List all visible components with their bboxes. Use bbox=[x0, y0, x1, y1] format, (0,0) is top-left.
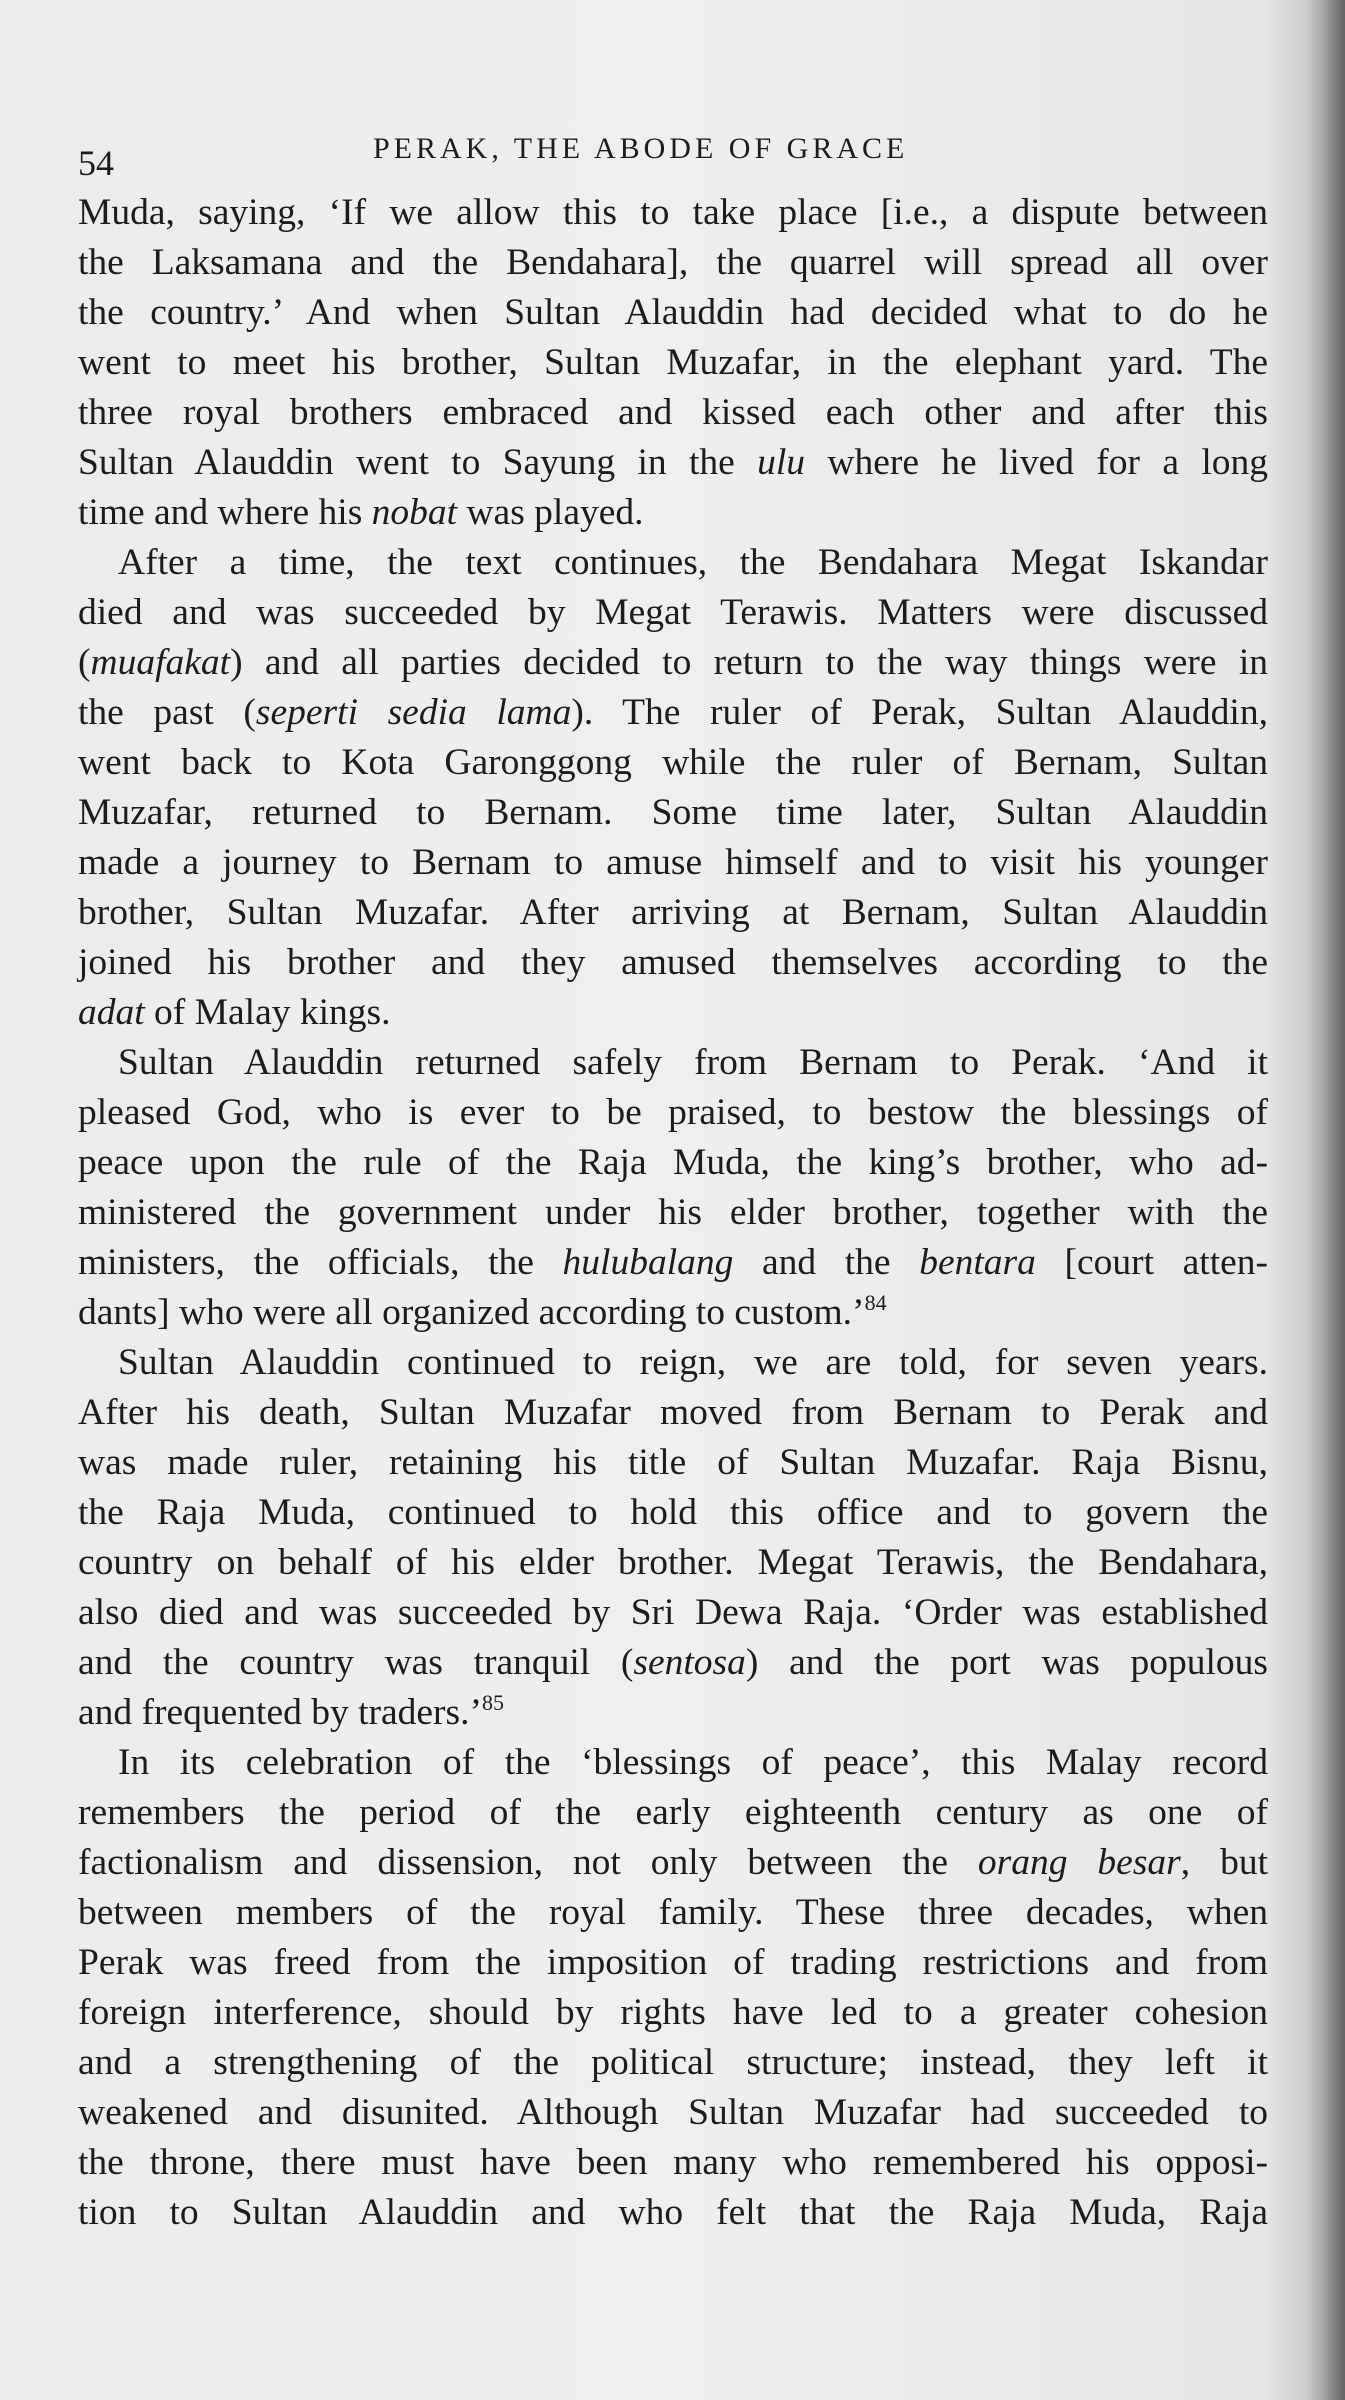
text-line: three royal brothers embraced and kissed each other and after this bbox=[78, 392, 1268, 433]
text-line: factionalism and dissension, not only between the orang besar, but bbox=[78, 1842, 1268, 1883]
text-line: ministered the government under his elder brother, together with the bbox=[78, 1192, 1268, 1233]
text-line: went to meet his brother, Sultan Muzafar, in the elephant yard. The bbox=[78, 342, 1268, 383]
italic-term: hulubalang bbox=[562, 1242, 734, 1283]
italic-term: nobat bbox=[371, 492, 458, 533]
text-line: After his death, Sultan Muzafar moved from Bernam to Perak and bbox=[78, 1392, 1268, 1433]
text-line: brother, Sultan Muzafar. After arriving at Bernam, Sultan Alauddin bbox=[78, 892, 1268, 933]
paragraph bbox=[78, 538, 1268, 1038]
paragraph bbox=[78, 1038, 1268, 1338]
text-line: In its celebration of the ‘blessings of peace’, this Malay record bbox=[118, 1742, 1268, 1783]
text-line: Sultan Alauddin returned safely from Bernam to Perak. ‘And it bbox=[118, 1042, 1268, 1083]
text-line: Muzafar, returned to Bernam. Some time later, Sultan Alauddin bbox=[78, 792, 1268, 833]
text-line: the throne, there must have been many who remembered his opposi- bbox=[78, 2142, 1268, 2183]
text-line: (muafakat) and all parties decided to return to the way things were in bbox=[78, 642, 1268, 683]
text-line: died and was succeeded by Megat Terawis. Matters were discussed bbox=[78, 592, 1268, 633]
text-line: pleased God, who is ever to be praised, to bestow the blessings of bbox=[78, 1092, 1268, 1133]
page-number: 54 bbox=[78, 143, 114, 183]
text-line: foreign interference, should by rights have led to a greater cohesion bbox=[78, 1992, 1268, 2033]
text-line: peace upon the rule of the Raja Muda, the king’s brother, who ad- bbox=[78, 1142, 1268, 1183]
italic-term: orang besar bbox=[977, 1842, 1181, 1883]
text-line: the Laksamana and the Bendahara], the quarrel will spread all over bbox=[78, 242, 1268, 283]
text-line: joined his brother and they amused themselves according to the bbox=[78, 942, 1268, 983]
italic-term: adat bbox=[78, 992, 145, 1033]
text-line: dants] who were all organized according to custom.’$^{84}$ bbox=[78, 1290, 887, 1333]
text-line: Perak was freed from the imposition of trading restrictions and from bbox=[78, 1942, 1268, 1983]
text-line: also died and was succeeded by Sri Dewa Raja. ‘Order was established bbox=[78, 1592, 1268, 1633]
text-line: was made ruler, retaining his title of Sultan Muzafar. Raja Bisnu, bbox=[78, 1442, 1268, 1483]
text-line: Muda, saying, ‘If we allow this to take place [i.e., a dispute between bbox=[78, 192, 1268, 233]
italic-term: muafakat bbox=[90, 642, 231, 683]
text-line: and a strengthening of the political structure; instead, they left it bbox=[78, 2042, 1268, 2083]
footnote-reference[interactable]: 84 bbox=[864, 1290, 887, 1315]
text-line: weakened and disunited. Although Sultan Muzafar had succeeded to bbox=[78, 2092, 1268, 2133]
text-line: remembers the period of the early eighteenth century as one of bbox=[78, 1792, 1268, 1833]
text-line: between members of the royal family. These three decades, when bbox=[78, 1892, 1268, 1933]
text-line: time and where his nobat was played. bbox=[78, 492, 644, 533]
paragraph bbox=[78, 1338, 1268, 1738]
body-text bbox=[78, 188, 1268, 2238]
text-line: Sultan Alauddin went to Sayung in the ulu where he lived for a long bbox=[78, 442, 1268, 483]
italic-term: ulu bbox=[757, 442, 806, 483]
text-line: tion to Sultan Alauddin and who felt that the Raja Muda, Raja bbox=[78, 2192, 1268, 2233]
italic-term: bentara bbox=[919, 1242, 1036, 1283]
text-line: the past (seperti sedia lama). The ruler of Perak, Sultan Alauddin, bbox=[78, 692, 1268, 733]
text-line: went back to Kota Garonggong while the ruler of Bernam, Sultan bbox=[78, 742, 1268, 783]
text-line: the Raja Muda, continued to hold this office and to govern the bbox=[78, 1492, 1268, 1533]
running-title: PERAK, THE ABODE OF GRACE bbox=[373, 132, 909, 165]
text-line: Sultan Alauddin continued to reign, we are told, for seven years. bbox=[118, 1342, 1268, 1383]
text-line: the country.’ And when Sultan Alauddin had decided what to do he bbox=[78, 292, 1268, 333]
footnote-reference[interactable]: 85 bbox=[482, 1690, 504, 1715]
text-line: and frequented by traders.’$^{85}$ bbox=[78, 1690, 504, 1733]
paragraph bbox=[78, 188, 1268, 538]
text-line: made a journey to Bernam to amuse himself and to visit his younger bbox=[78, 842, 1268, 883]
text-line: After a time, the text continues, the Bendahara Megat Iskandar bbox=[118, 542, 1268, 583]
text-line: adat of Malay kings. bbox=[78, 992, 391, 1033]
page-gutter-shadow bbox=[1307, 0, 1345, 2400]
page-header bbox=[78, 128, 1268, 183]
text-line: country on behalf of his elder brother. Megat Terawis, the Bendahara, bbox=[78, 1542, 1268, 1583]
text-line: and the country was tranquil (sentosa) and the port was populous bbox=[78, 1642, 1269, 1683]
text-line: ministers, the officials, the hulubalang and the bentara [court atten- bbox=[78, 1242, 1268, 1283]
paragraph bbox=[78, 1738, 1268, 2238]
italic-term: sentosa bbox=[633, 1642, 746, 1683]
italic-term: seperti sedia lama bbox=[255, 692, 572, 733]
